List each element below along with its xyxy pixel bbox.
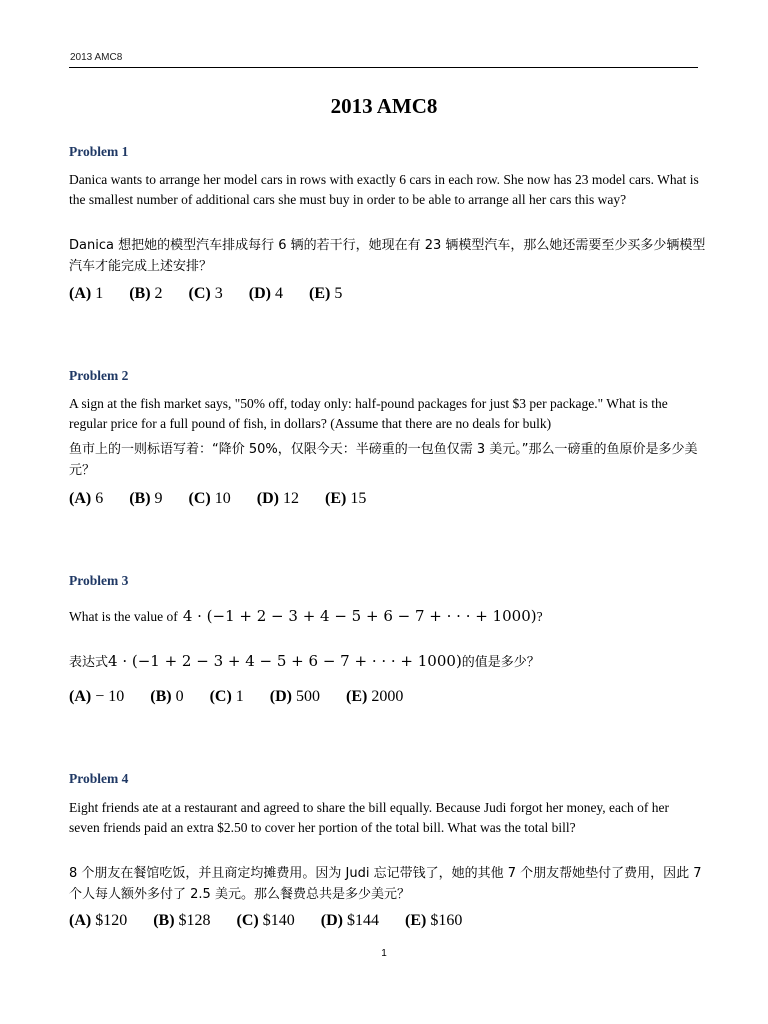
- problem-3-expression: 4 · (−1 + 2 − 3 + 4 − 5 + 6 − 7 + · · · + 1000): [182, 607, 537, 625]
- page-number: 1: [381, 948, 387, 959]
- choice-c: (C) 1: [209, 688, 244, 705]
- problem-1-choices: [69, 285, 364, 303]
- choice-b: (B) 0: [150, 688, 184, 705]
- problem-4-heading: Problem 4: [69, 771, 129, 786]
- problem-3-text-en: [69, 606, 543, 625]
- choice-e: (E) 15: [324, 490, 367, 507]
- problem-4-choices: [69, 912, 484, 930]
- problem-2-text-en: A sign at the fish market says, "50% off, today only: half-pound packages for just $3 per package." What is the regular price for a full pound of fish, in dollars? (Assume that there are no deals for bulk): [69, 396, 668, 431]
- choice-c: (C) 10: [188, 490, 231, 507]
- choice-c: (C) 3: [188, 285, 223, 302]
- problem-2-choices: [69, 490, 388, 508]
- header-rule: [69, 67, 698, 68]
- problem-1-text-en: Danica wants to arrange her model cars in rows with exactly 6 cars in each row. She now has 23 model cars. What is the smallest number of additional cars she must buy in order to be able to arrange all her cars this way?: [69, 172, 699, 207]
- problem-3-expression-zh: 4 · (−1 + 2 − 3 + 4 − 5 + 6 − 7 + · · · + 1000): [108, 652, 462, 670]
- problem-2-text-zh: 鱼市上的一则标语写着：“降价 50%，仅限今天：半磅重的一包鱼仅需 3 美元。”那么一磅重的鱼原价是多少美元？: [69, 442, 698, 478]
- choice-d: (D) 500: [269, 688, 321, 705]
- problem-4-text-zh: 8 个朋友在餐馆吃饭，并且商定均摊费用。因为 Judi 忘记带钱了，她的其他 7 个朋友帮她垫付了费用，因此 7 个人每人额外多付了 2.5 美元。那么餐费总共是多少美元？: [69, 866, 702, 902]
- choice-e: (E) 5: [308, 285, 343, 302]
- problem-3-tail-en: ?: [536, 609, 543, 624]
- choice-b: (B) 9: [129, 490, 163, 507]
- choice-d: (D) 12: [256, 490, 299, 507]
- choice-e: (E) 2000: [346, 688, 404, 705]
- choice-d: (D) $144: [320, 912, 379, 929]
- choice-d: (D) 4: [248, 285, 283, 302]
- problem-3-tail-zh: 的值是多少？: [461, 655, 540, 670]
- choice-a: (A) 1: [69, 285, 104, 302]
- problem-3-text-zh: [69, 651, 540, 670]
- choice-b: (B) 2: [129, 285, 163, 302]
- problem-1-text-zh: Danica 想把她的模型汽车排成每行 6 辆的若干行，她现在有 23 辆模型汽车，那么她还需要至少买多少辆模型汽车才能完成上述安排？: [69, 238, 706, 274]
- choice-b: (B) $128: [153, 912, 211, 929]
- choice-a: (A) 6: [69, 490, 104, 507]
- problem-3-lead-zh: 表达式: [69, 655, 109, 670]
- problem-2-heading: Problem 2: [69, 368, 129, 383]
- choice-e: (E) $160: [404, 912, 463, 929]
- running-header: 2013 AMC8: [70, 52, 123, 63]
- problem-3-choices: [69, 688, 425, 706]
- problem-3-heading: Problem 3: [69, 573, 129, 588]
- choice-a: (A) $120: [69, 912, 128, 929]
- choice-a: (A) − 10: [69, 688, 125, 705]
- problem-3-lead-en: What is the value of: [69, 609, 178, 624]
- choice-c: (C) $140: [236, 912, 295, 929]
- document-title: 2013 AMC8: [330, 94, 438, 118]
- problem-1-heading: Problem 1: [69, 144, 129, 159]
- problem-4-text-en: Eight friends ate at a restaurant and agreed to share the bill equally. Because Judi forgot her money, each of her seven friends paid an extra $2.50 to cover her portion of the total bill. What was the total bill?: [69, 800, 670, 835]
